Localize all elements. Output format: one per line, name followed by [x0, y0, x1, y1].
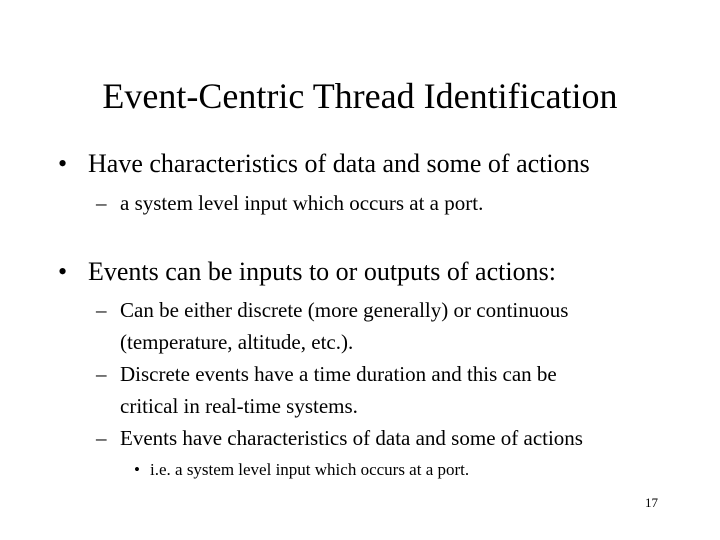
sub-bullet-text: a system level input which occurs at a port. — [120, 191, 484, 215]
sub-bullet-text: Events have characteristics of data and some of actions — [120, 426, 583, 450]
bullet-text: Have characteristics of data and some of actions — [88, 149, 590, 178]
bullet-marker: • — [58, 149, 68, 178]
sub-bullet-text-line-1: Can be either discrete (more generally) or continuous — [120, 298, 569, 322]
bullet-text: Events can be inputs to or outputs of actions: — [88, 257, 556, 286]
sub-bullet-text-line-1: Discrete events have a time duration and this can be — [120, 362, 557, 386]
bullet-marker: • — [58, 257, 68, 286]
dash-marker: – — [96, 362, 107, 386]
sub-sub-bullet-text: i.e. a system level input which occurs at a port. — [150, 460, 470, 479]
sub-bullet-text-line-2: (temperature, altitude, etc.). — [120, 330, 354, 354]
sub-bullet-text-line-2: critical in real-time systems. — [120, 394, 358, 418]
dash-marker: – — [96, 298, 107, 322]
dash-marker: – — [96, 191, 107, 215]
bullet-marker: • — [134, 460, 140, 479]
page-number: 17 — [645, 495, 658, 510]
slide-title: Event-Centric Thread Identification — [102, 76, 618, 116]
dash-marker: – — [96, 426, 107, 450]
